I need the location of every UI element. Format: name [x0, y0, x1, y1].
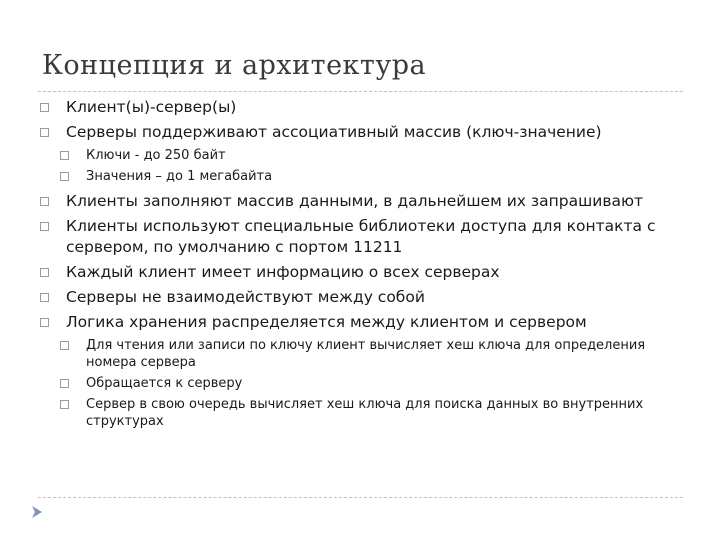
bullet-item	[40, 287, 680, 308]
bullet-item	[40, 97, 680, 118]
bullet-item	[40, 216, 680, 258]
sub-bullet-item	[40, 168, 680, 185]
sub-bullet-text: Для чтения или записи по ключу клиент вычисляет хеш ключа для определения номера сервера	[86, 338, 646, 370]
sub-bullet-item	[40, 147, 680, 164]
bullet-item	[40, 312, 680, 333]
corner-arrow-icon	[30, 505, 44, 519]
sub-bullet-text: Обращается к серверу	[86, 376, 243, 391]
checkbox-bullet-icon	[60, 172, 69, 181]
slide-title: Концепция и архитектура	[42, 50, 427, 81]
bullet-item	[40, 122, 680, 143]
bullet-list	[40, 97, 680, 434]
checkbox-bullet-icon	[60, 379, 69, 388]
title-divider	[38, 91, 683, 92]
checkbox-bullet-icon	[40, 103, 49, 112]
sub-bullet-text: Значения – до 1 мегабайта	[86, 169, 273, 184]
checkbox-bullet-icon	[40, 268, 49, 277]
bullet-text: Серверы не взаимодействуют между собой	[66, 288, 425, 306]
checkbox-bullet-icon	[40, 222, 49, 231]
sub-bullet-item	[40, 375, 680, 392]
bullet-text: Клиент(ы)-сервер(ы)	[66, 98, 237, 116]
footer-divider	[38, 497, 683, 498]
checkbox-bullet-icon	[40, 318, 49, 327]
checkbox-bullet-icon	[60, 151, 69, 160]
bullet-text: Каждый клиент имеет информацию о всех серверах	[66, 263, 500, 281]
bullet-item	[40, 191, 680, 212]
bullet-text: Серверы поддерживают ассоциативный массив (ключ-значение)	[66, 123, 602, 141]
checkbox-bullet-icon	[40, 128, 49, 137]
bullet-text: Клиенты заполняют массив данными, в дальнейшем их запрашивают	[66, 192, 644, 210]
checkbox-bullet-icon	[40, 293, 49, 302]
checkbox-bullet-icon	[60, 400, 69, 409]
bullet-text: Логика хранения распределяется между клиентом и сервером	[66, 313, 587, 331]
bullet-item	[40, 262, 680, 283]
bullet-text: Клиенты используют специальные библиотеки доступа для контакта с сервером, по умолчанию с портом 11211	[66, 217, 656, 256]
checkbox-bullet-icon	[60, 341, 69, 350]
sub-bullet-text: Сервер в свою очередь вычисляет хеш ключа для поиска данных во внутренних структурах	[86, 397, 644, 429]
sub-bullet-item	[40, 396, 680, 430]
sub-bullet-item	[40, 337, 680, 371]
checkbox-bullet-icon	[40, 197, 49, 206]
sub-bullet-text: Ключи - до 250 байт	[86, 148, 226, 163]
